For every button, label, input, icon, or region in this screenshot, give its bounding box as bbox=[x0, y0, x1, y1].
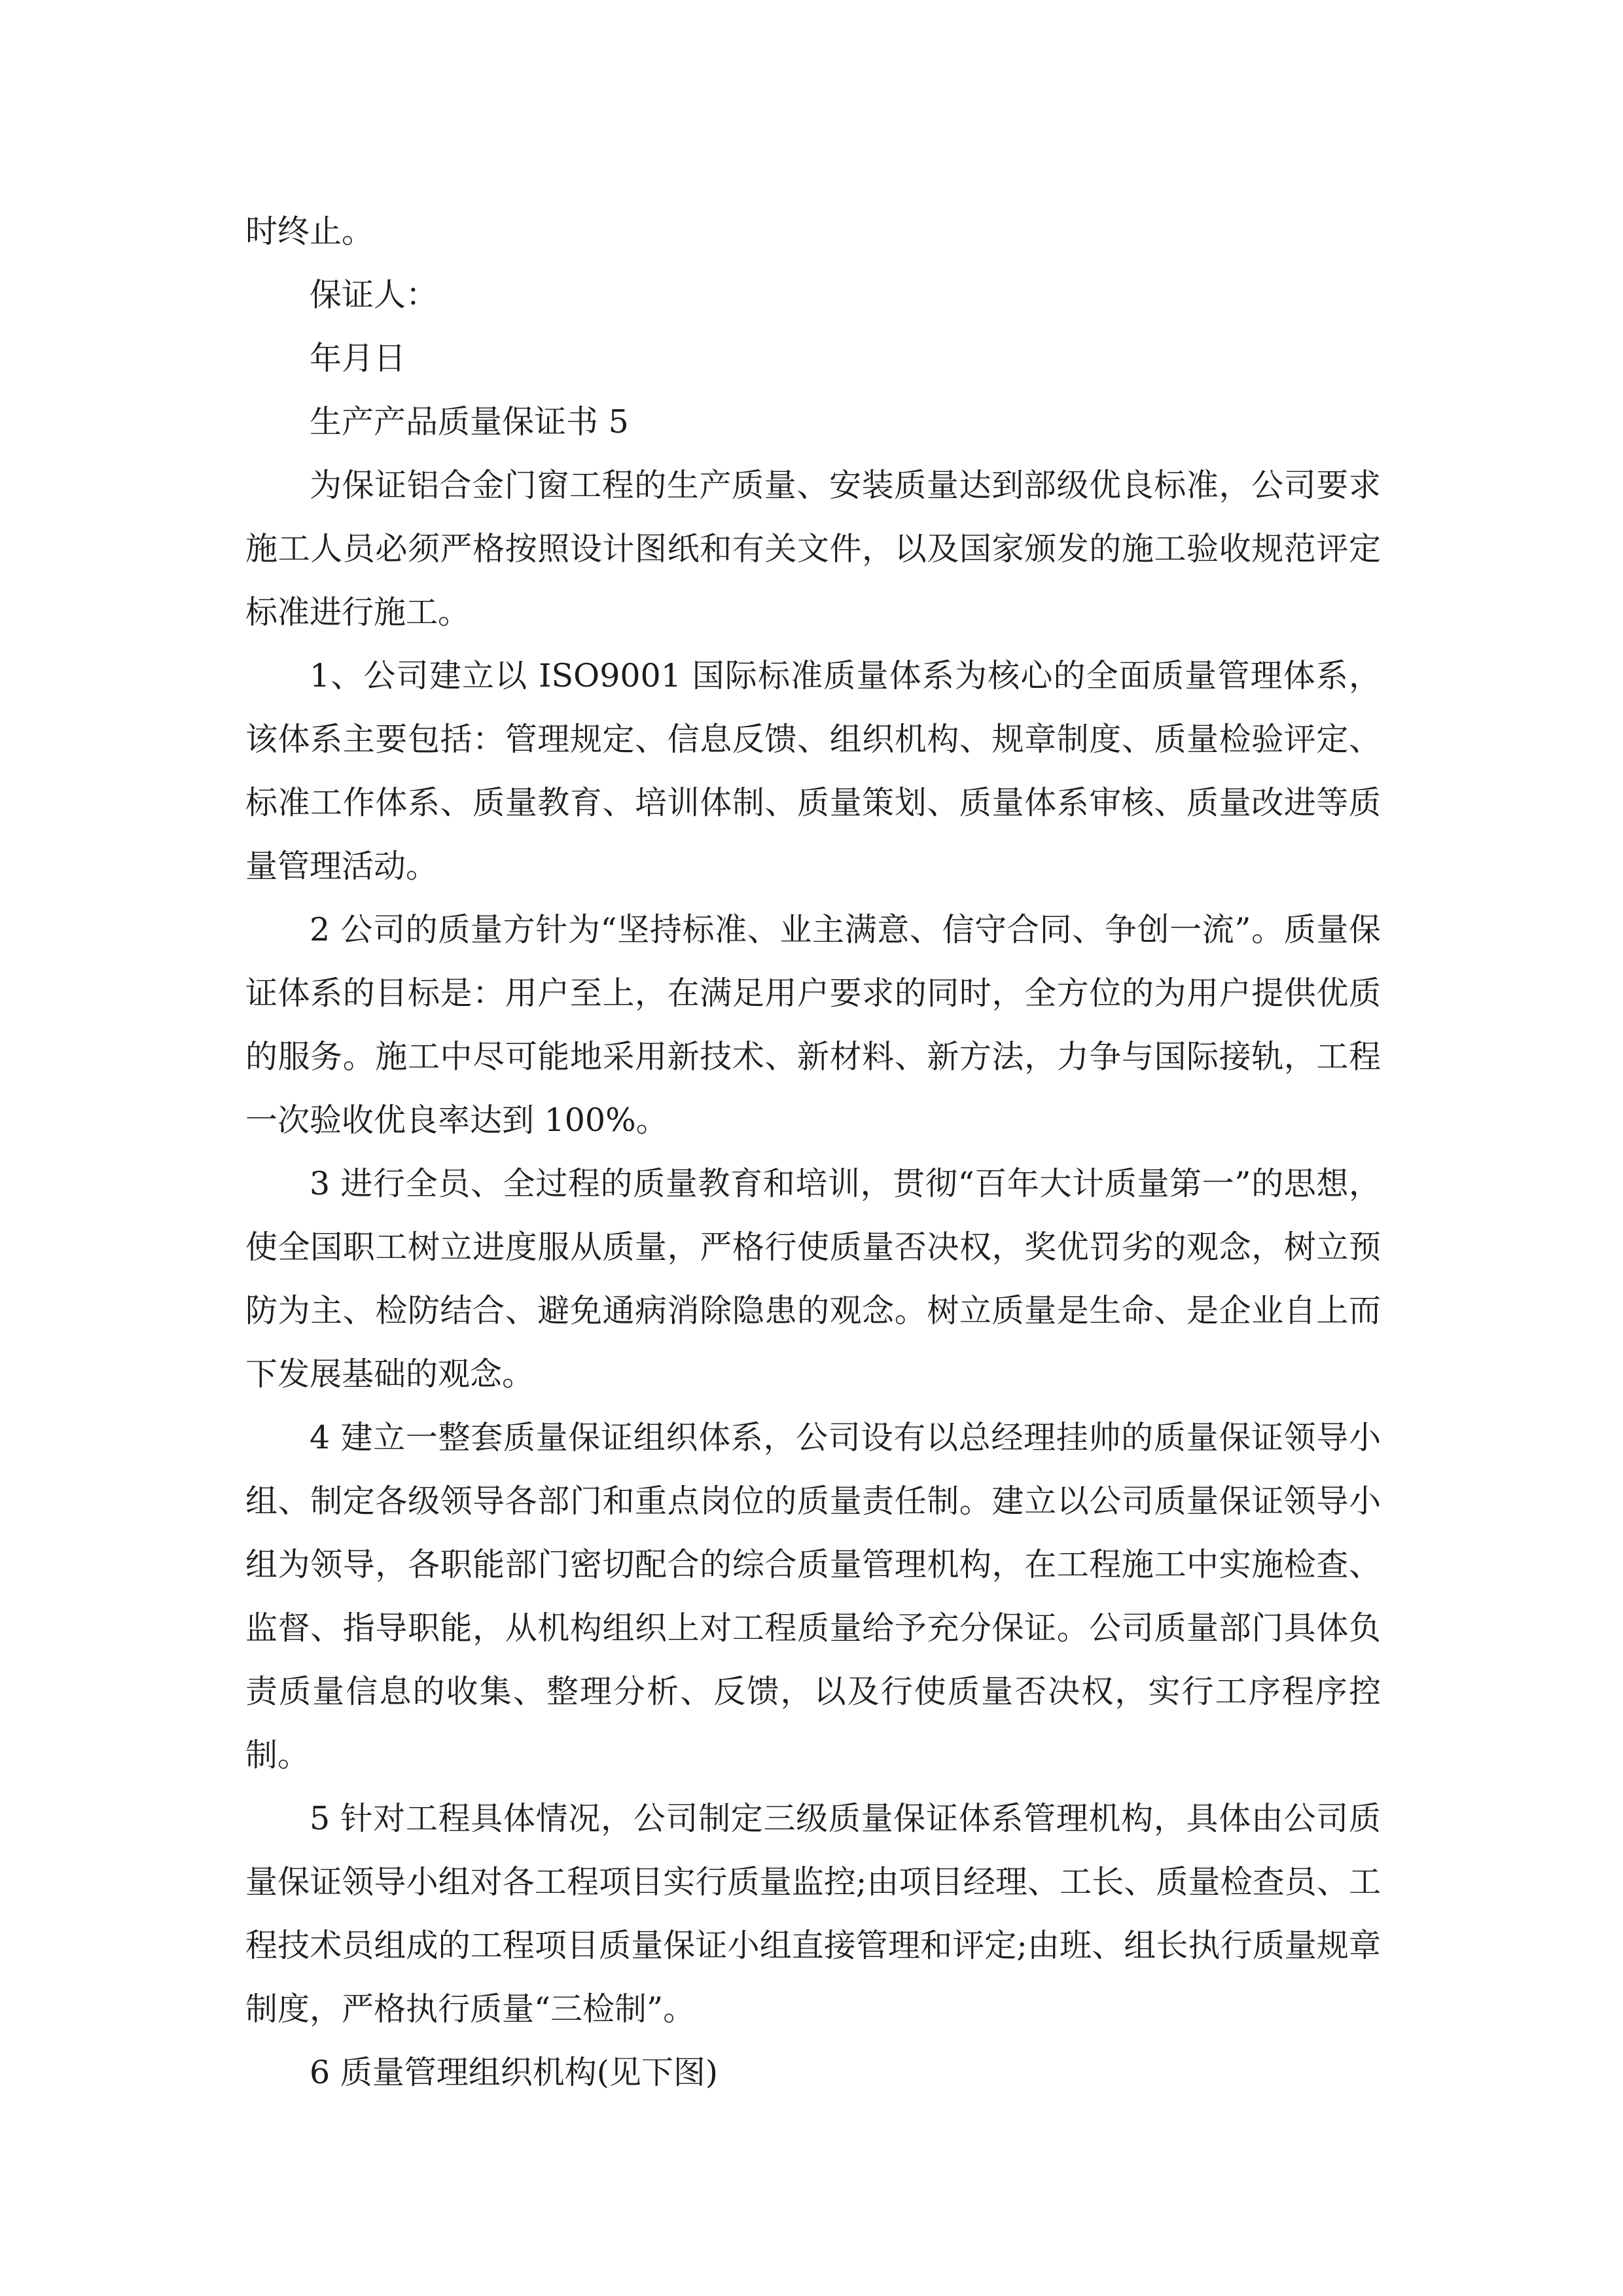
paragraph-item-1: 1、公司建立以 ISO9001 国际标准质量体系为核心的全面质量管理体系，该体系主要包括：管理规定、信息反馈、组织机构、规章制度、质量检验评定、标准工作体系、质量教育、培训体制、质量策划、质量体系审核、质量改进等质量管理活动。 bbox=[245, 657, 1381, 885]
paragraph-item-3: 3 进行全员、全过程的质量教育和培训，贯彻“百年大计质量第一”的思想，使全国职工树立进度服从质量，严格行使质量否决权，奖优罚劣的观念，树立预防为主、检防结合、避免通病消除隐患的观念。树立质量是生命、是企业自上而下发展基础的观念。 bbox=[245, 1165, 1381, 1393]
section-title: 生产产品质量保证书 5 bbox=[310, 403, 629, 440]
date-line: 年月日 bbox=[310, 340, 406, 377]
paragraph-continuation: 时终止。 bbox=[245, 213, 374, 250]
paragraph-item-6: 6 质量管理组织机构(见下图) bbox=[310, 2054, 718, 2091]
paragraph-intro: 为保证铝合金门窗工程的生产质量、安装质量达到部级优良标准，公司要求施工人员必须严格按照设计图纸和有关文件，以及国家颁发的施工验收规范评定标准进行施工。 bbox=[245, 467, 1381, 631]
guarantor-line: 保证人： bbox=[310, 276, 438, 314]
paragraph-item-4: 4 建立一整套质量保证组织体系，公司设有以总经理挂帅的质量保证领导小组、制定各级领导各部门和重点岗位的质量责任制。建立以公司质量保证领导小组为领导，各职能部门密切配合的综合质量管理机构，在工程施工中实施检查、监督、指导职能，从机构组织上对工程质量给予充分保证。公司质量部门具体负责质量信息的收集、整理分析、反馈，以及行使质量否决权，实行工序程序控制。 bbox=[245, 1419, 1381, 1774]
document-body bbox=[245, 200, 1381, 2104]
paragraph-item-2: 2 公司的质量方针为“坚持标准、业主满意、信守合同、争创一流”。质量保证体系的目标是：用户至上，在满足用户要求的同时，全方位的为用户提供优质的服务。施工中尽可能地采用新技术、新材料、新方法，力争与国际接轨，工程一次验收优良率达到 100%。 bbox=[245, 911, 1381, 1139]
paragraph-item-5: 5 针对工程具体情况，公司制定三级质量保证体系管理机构，具体由公司质量保证领导小组对各工程项目实行质量监控;由项目经理、工长、质量检查员、工程技术员组成的工程项目质量保证小组直接管理和评定;由班、组长执行质量规章制度，严格执行质量“三检制”。 bbox=[245, 1800, 1381, 2028]
